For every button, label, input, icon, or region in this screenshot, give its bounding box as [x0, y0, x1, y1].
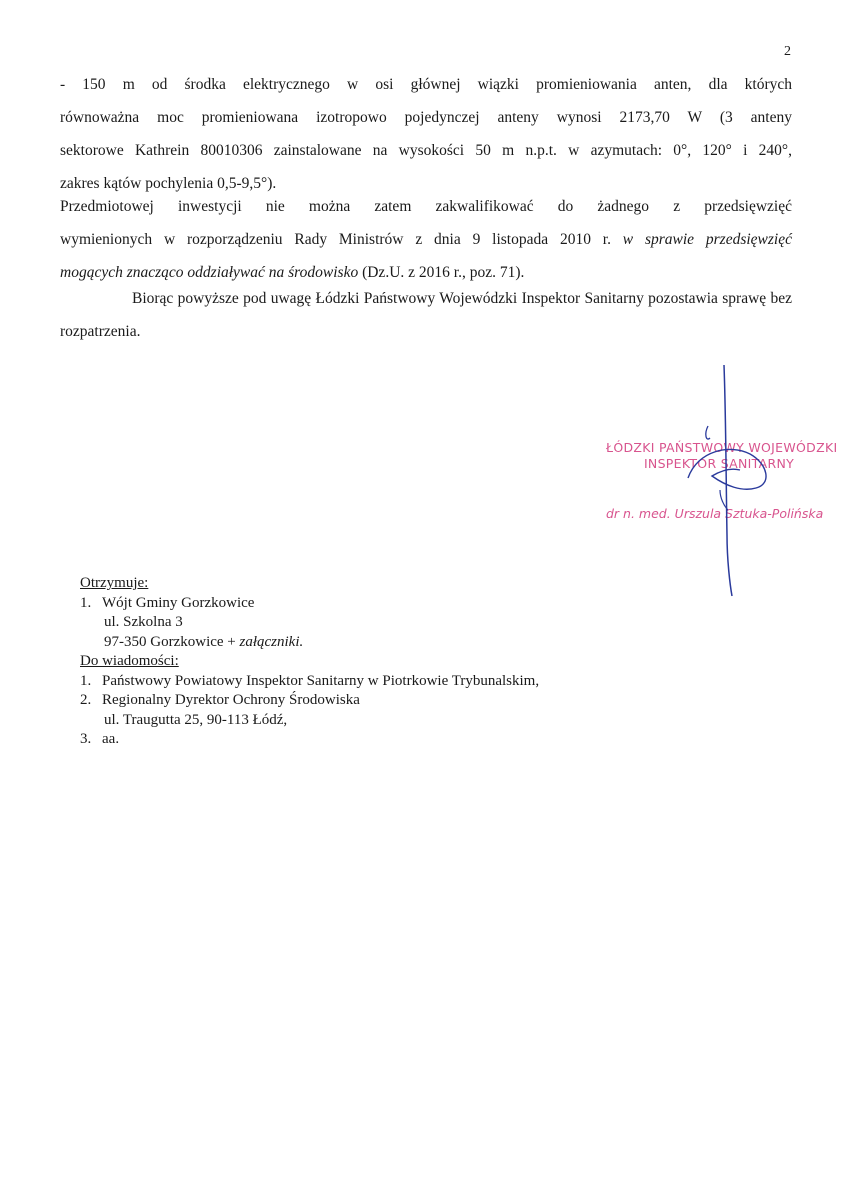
regulation-text: wymienionych w rozporządzeniu Rady Ministrów z dnia 9 listopada 2010 r.: [60, 231, 623, 248]
recipients-heading: Otrzymuje:: [80, 575, 149, 591]
recipient-city: [80, 633, 780, 653]
recipients-block: [80, 574, 780, 750]
regulation-title-italic: w sprawie przedsięwzięć: [622, 231, 792, 248]
recipient-item: [80, 594, 780, 614]
page-number: 2: [784, 44, 791, 59]
paragraph-line: sektorowe Kathrein 80010306 zainstalowane na wysokości 50 m n.p.t. w azymutach: 0°, 120° i 240°,: [60, 142, 792, 159]
info-heading: Do wiadomości:: [80, 653, 179, 669]
paragraph-line: [60, 223, 792, 256]
info-address: ul. Traugutta 25, 90-113 Łódź,: [104, 711, 288, 728]
info-item: [80, 672, 780, 692]
info-item: [80, 730, 780, 750]
recipient-name: Wójt Gminy Gorzkowice: [102, 594, 255, 611]
info-recipient: Regionalny Dyrektor Ochrony Środowiska: [102, 692, 360, 708]
list-number: 1.: [80, 672, 92, 689]
paragraph-line: zakres kątów pochylenia 0,5-9,5°).: [60, 175, 277, 192]
paragraph-line: - 150 m od środka elektrycznego w osi głównej wiązki promieniowania anten, dla których: [60, 76, 792, 93]
paragraph-decision: [60, 282, 792, 348]
stamp-signatory-name: dr n. med. Urszula Sztuka-Polińska: [606, 506, 824, 521]
regulation-citation: (Dz.U. z 2016 r., poz. 71).: [358, 264, 525, 281]
decision-text: Biorąc powyższe pod uwagę Łódzki Państwowy Wojewódzki Inspektor Sanitarny pozostawia: [132, 290, 718, 307]
info-item: [80, 691, 780, 711]
paragraph-line: równoważna moc promieniowana izotropowo pojedynczej anteny wynosi 2173,70 W (3 anteny: [60, 109, 792, 126]
info-recipient: Państwowy Powiatowy Inspektor Sanitarny w Piotrkowie Trybunalskim,: [102, 672, 540, 689]
list-number: 3.: [80, 731, 92, 747]
handwritten-signature: [660, 360, 780, 610]
info-recipient: aa.: [102, 731, 120, 747]
stamp-line-2: INSPEKTOR SANITARNY: [643, 456, 795, 471]
recipient-address: ul. Szkolna 3: [104, 614, 183, 630]
attachments-note: załączniki.: [239, 633, 304, 650]
list-number: 1.: [80, 594, 92, 611]
paragraph-antenna-distance: [60, 68, 792, 200]
stamp-line-1: ŁÓDZKI PAŃSTWOWY WOJEWÓDZKI: [606, 440, 838, 455]
paragraph-line: Przedmiotowej inwestycji nie można zatem zakwalifikować do żadnego z przedsięwzięć: [60, 198, 792, 215]
list-number: 2.: [80, 692, 92, 708]
paragraph-qualification: [60, 190, 792, 289]
regulation-title-italic: mogących znacząco oddziaływać na środowisko: [60, 264, 359, 281]
recipient-city-text: 97-350 Gorzkowice +: [104, 633, 240, 650]
decision-text: sprawę bez rozpatrzenia.: [60, 290, 793, 340]
